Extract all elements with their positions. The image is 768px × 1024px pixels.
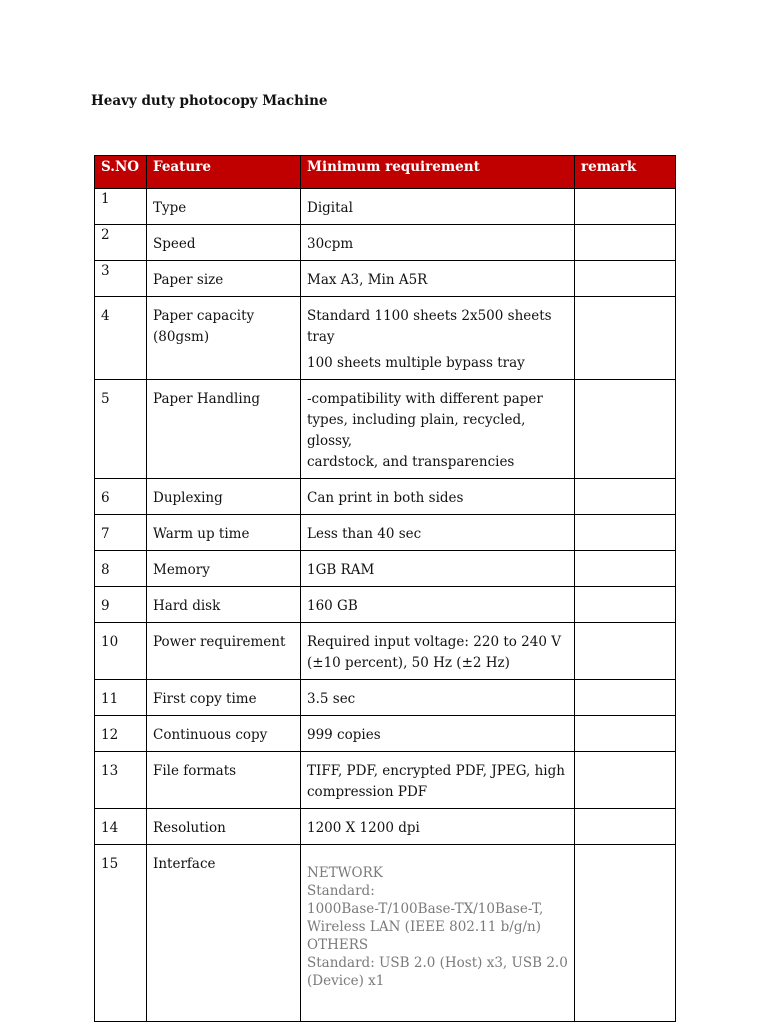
cell-requirement — [301, 515, 575, 551]
cell-remark — [575, 551, 676, 587]
cell-feature — [147, 551, 301, 587]
feature-text: Hard disk — [153, 598, 221, 614]
cell-sno: 2 — [95, 225, 147, 261]
cell-requirement — [301, 716, 575, 752]
table-row — [95, 845, 676, 1022]
requirement-text: Standard 1100 sheets 2x500 sheets tray — [307, 308, 552, 345]
requirement-text: Max A3, Min A5R — [307, 272, 428, 288]
cell-requirement — [301, 225, 575, 261]
requirement-text: 3.5 sec — [307, 691, 356, 707]
table-row — [95, 380, 676, 479]
cell-feature — [147, 845, 301, 1022]
cell-remark — [575, 297, 676, 380]
requirement-text: Wireless LAN (IEEE 802.11 b/g/n) — [307, 919, 541, 935]
cell-requirement — [301, 623, 575, 680]
cell-remark — [575, 752, 676, 809]
cell-feature — [147, 680, 301, 716]
cell-sno: 15 — [95, 845, 147, 1022]
document-title: Heavy duty photocopy Machine — [91, 93, 328, 109]
requirement-text: -compatibility with different paper — [307, 391, 543, 407]
requirement-text: Standard: — [307, 883, 375, 899]
cell-requirement — [301, 845, 575, 1022]
cell-feature — [147, 261, 301, 297]
feature-text: Power requirement — [153, 634, 286, 650]
requirement-text: Required input voltage: 220 to 240 V — [307, 634, 561, 650]
requirement-text: (±10 percent), 50 Hz (±2 Hz) — [307, 655, 510, 671]
cell-remark — [575, 680, 676, 716]
cell-sno: 13 — [95, 752, 147, 809]
cell-requirement — [301, 297, 575, 380]
cell-sno: 14 — [95, 809, 147, 845]
cell-requirement — [301, 587, 575, 623]
cell-feature — [147, 623, 301, 680]
requirement-text: OTHERS — [307, 937, 369, 953]
table-row — [95, 551, 676, 587]
cell-feature — [147, 716, 301, 752]
feature-text: Duplexing — [153, 490, 223, 506]
cell-remark — [575, 479, 676, 515]
header-requirement: Minimum requirement — [301, 156, 575, 189]
feature-text: Type — [153, 200, 187, 216]
requirement-text: Can print in both sides — [307, 490, 464, 506]
feature-text: File formats — [153, 763, 237, 779]
feature-text: Paper capacity — [153, 308, 255, 324]
table-row — [95, 716, 676, 752]
requirement-text: types, including plain, recycled, glossy, — [307, 412, 526, 449]
feature-text: Paper Handling — [153, 391, 261, 407]
feature-text: Paper size — [153, 272, 224, 288]
cell-feature — [147, 189, 301, 225]
cell-requirement — [301, 261, 575, 297]
requirement-text: NETWORK — [307, 865, 383, 881]
requirement-text: compression PDF — [307, 784, 428, 800]
table-row — [95, 225, 676, 261]
cell-sno: 1 — [95, 189, 147, 225]
feature-text: Warm up time — [153, 526, 250, 542]
cell-feature — [147, 479, 301, 515]
feature-text: Continuous copy — [153, 727, 268, 743]
cell-feature — [147, 752, 301, 809]
cell-feature — [147, 515, 301, 551]
table-row — [95, 809, 676, 845]
feature-text: Interface — [153, 856, 216, 872]
cell-remark — [575, 189, 676, 225]
cell-remark — [575, 845, 676, 1022]
table-row — [95, 479, 676, 515]
table-row — [95, 680, 676, 716]
cell-remark — [575, 809, 676, 845]
feature-text: Resolution — [153, 820, 226, 836]
requirement-text: (Device) x1 — [307, 973, 385, 989]
cell-sno: 6 — [95, 479, 147, 515]
table-row — [95, 189, 676, 225]
requirement-text: 160 GB — [307, 598, 358, 614]
table-row — [95, 261, 676, 297]
cell-remark — [575, 515, 676, 551]
cell-sno: 11 — [95, 680, 147, 716]
requirement-text: TIFF, PDF, encrypted PDF, JPEG, high — [307, 763, 565, 779]
cell-remark — [575, 380, 676, 479]
requirement-text: 1200 X 1200 dpi — [307, 820, 420, 836]
feature-text: Memory — [153, 562, 210, 578]
cell-feature — [147, 297, 301, 380]
header-feature: Feature — [147, 156, 301, 189]
feature-text: Speed — [153, 236, 196, 252]
cell-sno: 10 — [95, 623, 147, 680]
cell-feature — [147, 587, 301, 623]
cell-requirement — [301, 380, 575, 479]
requirement-text: 1000Base-T/100Base-TX/10Base-T, — [307, 901, 544, 917]
header-sno: S.NO — [95, 156, 147, 189]
feature-text: First copy time — [153, 691, 257, 707]
cell-requirement — [301, 752, 575, 809]
requirement-text: 100 sheets multiple bypass tray — [307, 355, 525, 371]
cell-remark — [575, 716, 676, 752]
table-row — [95, 297, 676, 380]
cell-sno: 12 — [95, 716, 147, 752]
header-remark: remark — [575, 156, 676, 189]
cell-sno: 7 — [95, 515, 147, 551]
table-header-row — [95, 156, 676, 189]
cell-requirement — [301, 551, 575, 587]
interface-spec — [307, 854, 568, 990]
cell-remark — [575, 261, 676, 297]
requirement-text: 30cpm — [307, 236, 354, 252]
requirement-text: Less than 40 sec — [307, 526, 422, 542]
requirement-text: 999 copies — [307, 727, 381, 743]
table-row — [95, 515, 676, 551]
cell-sno: 4 — [95, 297, 147, 380]
cell-sno: 9 — [95, 587, 147, 623]
requirement-text: Digital — [307, 200, 353, 216]
cell-feature — [147, 225, 301, 261]
cell-sno: 3 — [95, 261, 147, 297]
cell-remark — [575, 225, 676, 261]
cell-sno: 5 — [95, 380, 147, 479]
cell-requirement — [301, 479, 575, 515]
cell-remark — [575, 623, 676, 680]
table-row — [95, 587, 676, 623]
cell-remark — [575, 587, 676, 623]
cell-requirement — [301, 680, 575, 716]
table-row — [95, 623, 676, 680]
table-row — [95, 752, 676, 809]
cell-feature — [147, 380, 301, 479]
requirement-text: 1GB RAM — [307, 562, 375, 578]
requirement-text: Standard: USB 2.0 (Host) x3, USB 2.0 — [307, 955, 568, 971]
cell-requirement — [301, 189, 575, 225]
cell-feature — [147, 809, 301, 845]
cell-sno: 8 — [95, 551, 147, 587]
requirement-text: cardstock, and transparencies — [307, 454, 515, 470]
cell-requirement — [301, 809, 575, 845]
spec-table — [94, 155, 676, 1022]
feature-text: (80gsm) — [153, 329, 210, 345]
